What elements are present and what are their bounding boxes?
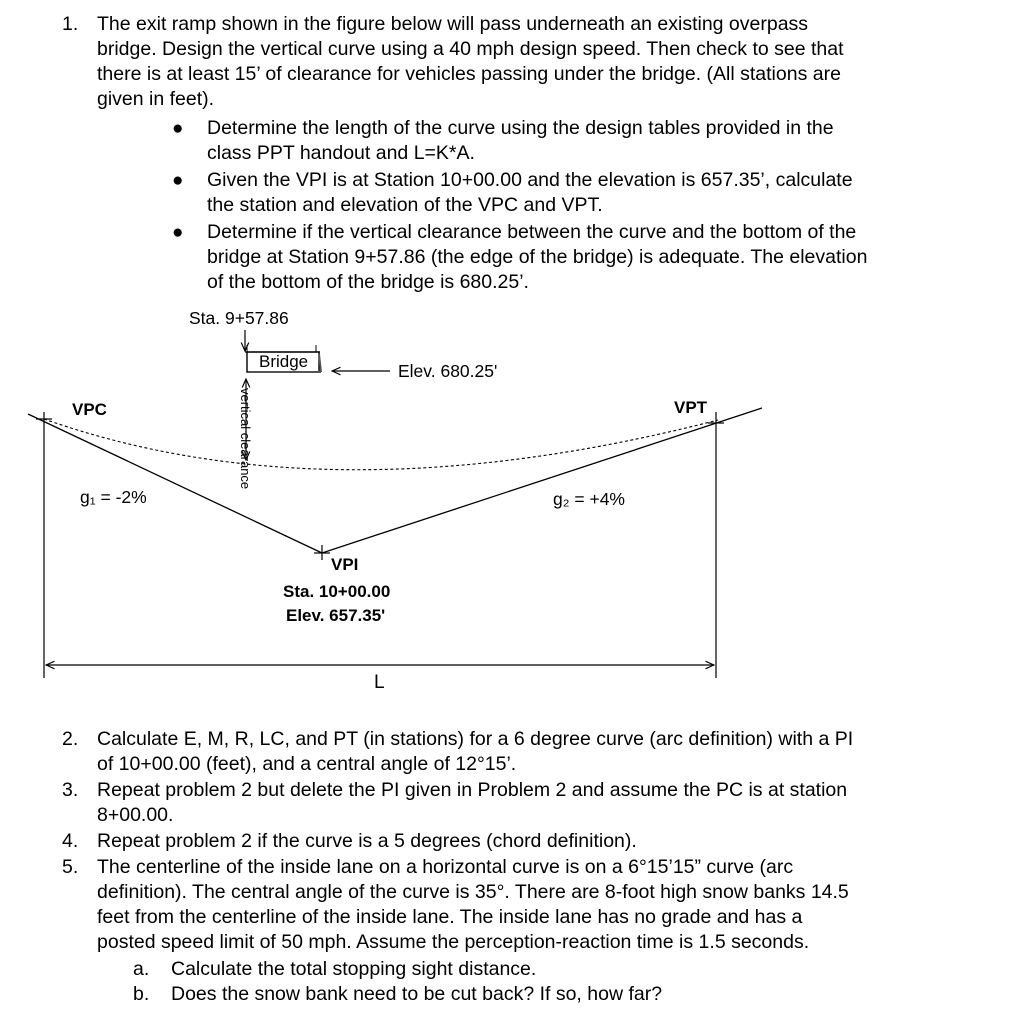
bullet-2-line-2: the station and elevation of the VPC and VPT.: [207, 194, 603, 216]
problem-5-line-2: definition). The central angle of the curve is 35°. There are 8-foot high snow banks 14.5: [97, 881, 849, 903]
curve-length-label: L: [374, 672, 385, 693]
subitem-a-letter: a.: [133, 958, 150, 980]
bullet-2-line-1: Given the VPI is at Station 10+00.00 and the elevation is 657.35’, calculate: [207, 169, 853, 191]
problem-5-line-4: posted speed limit of 50 mph. Assume the perception-reaction time is 1.5 seconds.: [97, 931, 810, 953]
problem-1-line-3: there is at least 15’ of clearance for vehicles passing under the bridge. (All stations are: [97, 63, 841, 85]
problem-4-number: 4.: [62, 830, 79, 852]
subitem-b-letter: b.: [133, 983, 150, 1005]
grade-line-1: [28, 414, 322, 553]
problem-1-line-4: given in feet).: [97, 88, 215, 110]
subitem-a-text: Calculate the total stopping sight distance.: [171, 958, 537, 980]
bridge-label: Bridge: [259, 352, 309, 371]
bullet-3-line-2: bridge at Station 9+57.86 (the edge of the bridge) is adequate. The elevation: [207, 246, 868, 268]
bridge-elevation-label: Elev. 680.25': [398, 361, 498, 381]
bridge-station-label: Sta. 9+57.86: [189, 308, 289, 328]
bridge: [245, 345, 321, 372]
vpi-label: VPI: [331, 555, 359, 574]
problem-5-line-3: feet from the centerline of the inside lane. The inside lane has no grade and has a: [97, 906, 803, 928]
problem-2-line-1: Calculate E, M, R, LC, and PT (in stations) for a 6 degree curve (arc definition) with a PI: [97, 728, 854, 750]
vpi-elevation-label: Elev. 657.35': [286, 606, 386, 625]
problem-2-line-2: of 10+00.00 (feet), and a central angle of 12°15’.: [97, 753, 517, 775]
problem-5-number: 5.: [62, 856, 79, 878]
problem-1-number: 1.: [62, 13, 79, 35]
g2-label: g₂ = +4%: [553, 489, 625, 509]
problem-2-number: 2.: [62, 728, 79, 750]
bullet-icon: ●: [172, 118, 184, 139]
vpt-label: VPT: [674, 398, 708, 417]
bullet-icon: ●: [172, 170, 184, 191]
problem-4-line-1: Repeat problem 2 if the curve is a 5 degrees (chord definition).: [97, 830, 637, 852]
problem-3-line-1: Repeat problem 2 but delete the PI given in Problem 2 and assume the PC is at station: [97, 779, 848, 801]
grade-line-2: [322, 408, 762, 553]
problem-3-line-2: 8+00.00.: [97, 804, 174, 826]
problem-1-line-1: The exit ramp shown in the figure below will pass underneath an existing overpass: [97, 13, 809, 35]
vpi-station-label: Sta. 10+00.00: [283, 582, 391, 601]
bullet-1-line-2: class PPT handout and L=K*A.: [207, 142, 475, 164]
subitem-b-text: Does the snow bank need to be cut back? If so, how far?: [171, 983, 663, 1005]
g1-label: g₁ = -2%: [80, 487, 147, 507]
problem-1-line-2: bridge. Design the vertical curve using a 40 mph design speed. Then check to see that: [97, 38, 844, 60]
vpc-label: VPC: [72, 400, 107, 419]
problem-3-number: 3.: [62, 779, 79, 801]
vertical-clearance-label: vertical clearance: [238, 388, 253, 490]
problem-5-line-1: The centerline of the inside lane on a horizontal curve is on a 6°15’15” curve (arc: [97, 856, 794, 878]
vertical-curve: [44, 419, 718, 470]
bullet-icon: ●: [172, 222, 184, 243]
bullet-3-line-1: Determine if the vertical clearance between the curve and the bottom of the: [207, 221, 857, 243]
bullet-3-line-3: of the bottom of the bridge is 680.25’.: [207, 271, 529, 293]
bullet-1-line-1: Determine the length of the curve using the design tables provided in the: [207, 117, 834, 139]
